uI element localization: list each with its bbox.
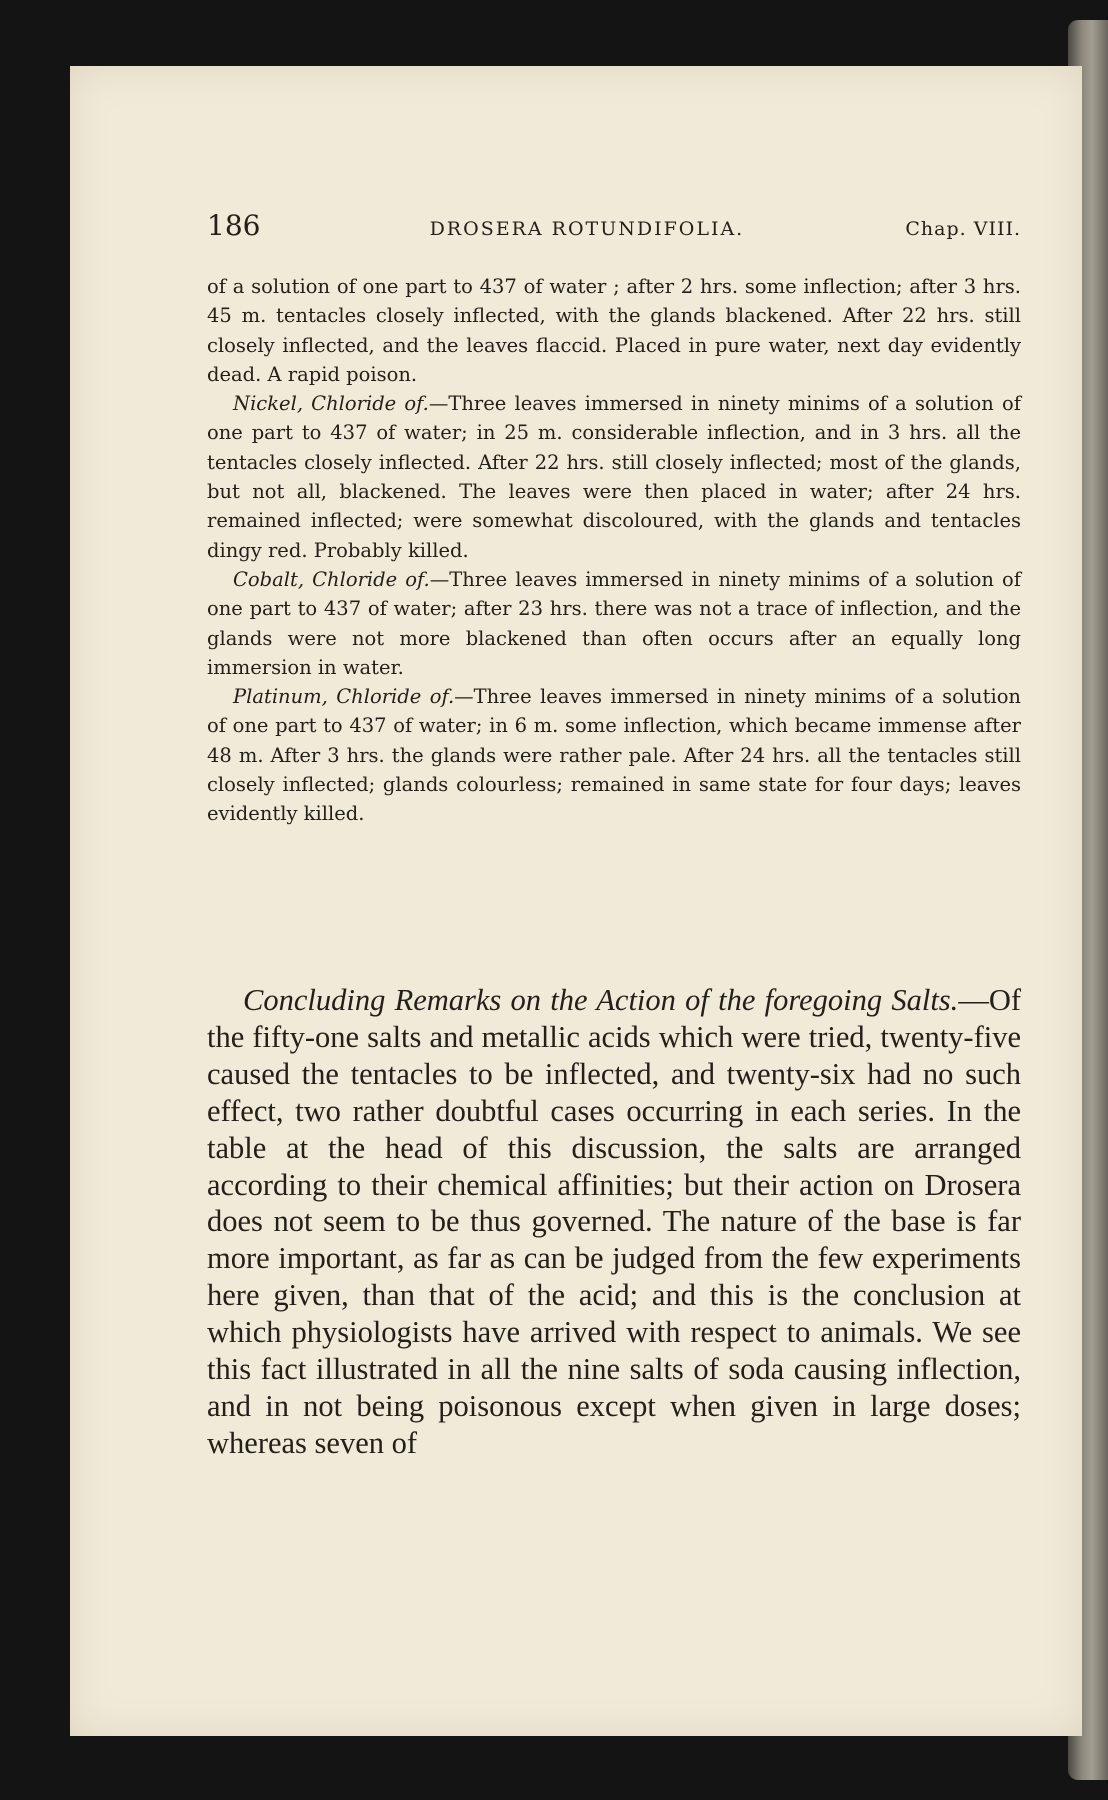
paragraph-lead: Nickel, Chloride of. bbox=[233, 392, 429, 416]
paragraph-body: —Three leaves immersed in ninety minims of a solution of one part to 437 of water; after 23 hrs. there was not a trace of inflection, and the glands were not more blackened than often occurs after an equally long immersion in water. bbox=[207, 567, 1021, 679]
paragraph-body: —Three leaves immersed in ninety minims of a solution of one part to 437 of water; in 6 m. some inflection, which became immense after 48 m. After 3 hrs. the glands were rather pale. After 24 hrs. all the tentacles still closely inflected; glands colourless; remained in same state for four days; leaves evidently killed. bbox=[207, 685, 1021, 826]
chapter-label: Chap. VIII. bbox=[905, 218, 1021, 240]
page-number: 186 bbox=[207, 209, 261, 242]
paragraph-body: —Three leaves immersed in ninety minims of a solution of one part to 437 of water; in 25 m. considerable inflection, and in 3 hrs. all the tentacles closely inflected. After 22 hrs. still closely inflected; most of the glands, but not all, blackened. The leaves were then placed in water; after 24 hrs. remained inflected; were somewhat discoloured, with the glands and tentacles dingy red. Probably killed. bbox=[207, 392, 1021, 562]
paragraph-cobalt bbox=[207, 565, 1021, 682]
paragraph-platinum bbox=[207, 682, 1021, 828]
paragraph: of a solution of one part to 437 of water ; after 2 hrs. some inflection; after 3 hrs. 45 m. tentacles closely inflected, with the glands blackened. After 22 hrs. still closely inflected, and the leaves flaccid. Placed in pure water, next day evidently dead. A rapid poison. bbox=[207, 275, 1021, 386]
running-head bbox=[207, 209, 1021, 249]
experiment-notes bbox=[207, 272, 1021, 829]
paragraph-lead: Platinum, Chloride of. bbox=[233, 685, 455, 709]
section-heading: Concluding Remarks on the Action of the foregoing Salts. bbox=[243, 983, 959, 1017]
running-title: DROSERA ROTUNDIFOLIA. bbox=[429, 218, 745, 240]
paragraph-lead: Cobalt, Chloride of. bbox=[233, 567, 430, 591]
concluding-remarks bbox=[207, 982, 1021, 1462]
paragraph-concluding bbox=[207, 982, 1021, 1462]
paragraph-body: —Of the fifty-one salts and metallic acids which were tried, twenty-five caused the tentacles to be inflected, and twenty-six had no such effect, two rather doubtful cases occurring in each series. In the table at the head of this discussion, the salts are arranged according to their chemical affinities; but their action on Drosera does not seem to be thus governed. The nature of the base is far more important, as far as can be judged from the few experiments here given, than that of the acid; and this is the conclusion at which physiologists have arrived with respect to animals. We see this fact illustrated in all the nine salts of soda causing inflection, and in not being poisonous except when given in large doses; whereas seven of bbox=[207, 983, 1021, 1460]
paragraph-nickel bbox=[207, 389, 1021, 565]
